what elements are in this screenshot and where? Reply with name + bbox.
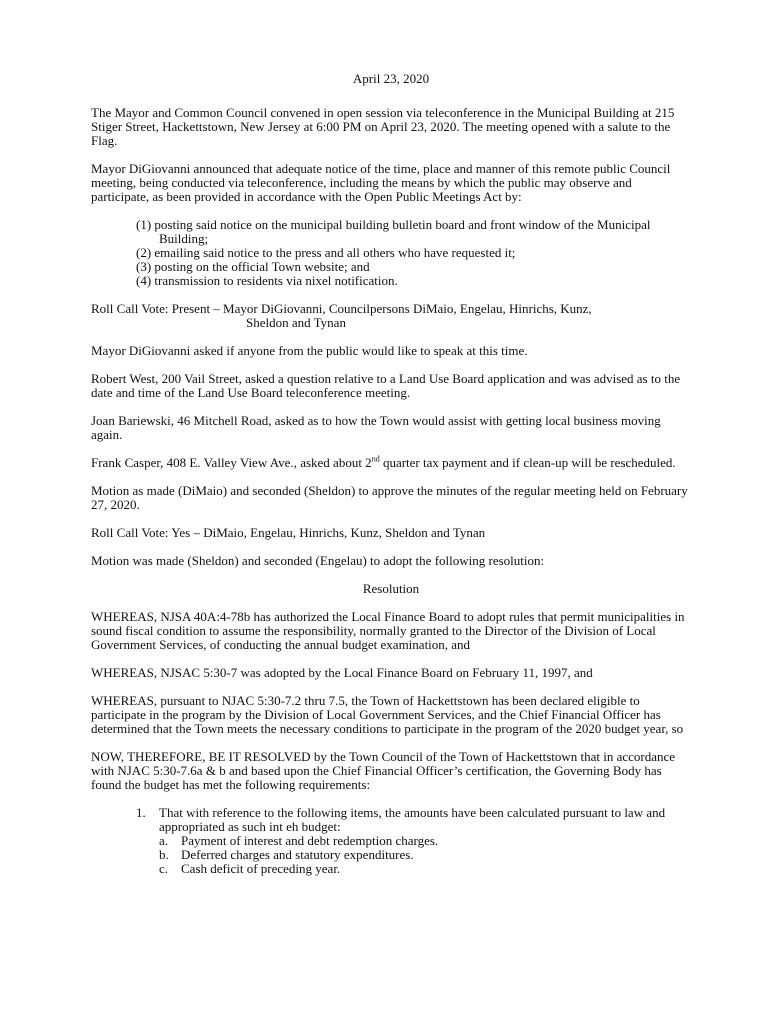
requirement-text: That with reference to the following items, the amounts have been calculated pursuant to law and appropriated as such int eh budget: (159, 805, 666, 834)
requirement-number: 1. (136, 805, 146, 820)
requirement-item-1 (91, 806, 691, 834)
comment-bariewski: Joan Bariewski, 46 Mitchell Road, asked as to how the Town would assist with getting local business moving again. (91, 413, 661, 442)
public-comment-call: Mayor DiGiovanni asked if anyone from the public would like to speak at this time. (91, 343, 528, 358)
motion-minutes: Motion as made (DiMaio) and seconded (Sheldon) to approve the minutes of the regular meeting held on February 27, 2020. (91, 483, 688, 512)
casper-text-start: Frank Casper, 408 E. Valley View Ave., asked about 2 (91, 455, 372, 470)
sub-item-text: Payment of interest and debt redemption charges. (181, 833, 439, 848)
roll-call-present-line2: Sheldon and Tynan (246, 315, 346, 330)
comment-west: Robert West, 200 Vail Street, asked a question relative to a Land Use Board application and was advised as to the date and time of the Land Use Board teleconference meeting. (91, 371, 681, 400)
sub-item (159, 848, 691, 862)
sub-item-text: Deferred charges and statutory expenditures. (181, 847, 414, 862)
sub-item-letter: b. (159, 847, 169, 862)
sub-item (159, 834, 691, 848)
whereas-clause-2: WHEREAS, NJSAC 5:30-7 was adopted by the Local Finance Board on February 11, 1997, and (91, 665, 593, 680)
whereas-clause-1: WHEREAS, NJSA 40A:4-78b has authorized the Local Finance Board to adopt rules that permit municipalities in sound fiscal condition to assume the responsibility, normally granted to the Director of the Division of Local Government Services, of conducting the annual budget examination, and (91, 609, 685, 652)
resolved-clause: NOW, THEREFORE, BE IT RESOLVED by the Town Council of the Town of Hackettstown that in accordance with NJAC 5:30-7.6a & b and based upon the Chief Financial Officer’s certification, the Governing Body has found the budget has met the following requirements: (91, 749, 676, 792)
notice-method-item: (4) transmission to residents via nixel notification. (136, 273, 398, 288)
notice-announcement: Mayor DiGiovanni announced that adequate notice of the time, place and manner of this remote public Council meeting, being conducted via teleconference, including the means by which the public may observe and participate, as been provided in accordance with the Open Public Meetings Act by: (91, 161, 671, 204)
roll-call-present-line1: Roll Call Vote: Present – Mayor DiGiovanni, Councilpersons DiMaio, Engelau, Hinrichs, Kunz, (91, 301, 592, 316)
sub-item-letter: c. (159, 861, 169, 876)
opening-paragraph: The Mayor and Common Council convened in open session via teleconference in the Municipal Building at 215 Stiger Street, Hackettstown, New Jersey at 6:00 PM on April 23, 2020. The meeting opened with a salute to the Flag. (91, 105, 675, 148)
roll-call-present (91, 302, 691, 330)
notice-method-item: (3) posting on the official Town website; and (136, 259, 370, 274)
casper-text-end: quarter tax payment and if clean-up will be rescheduled. (379, 455, 676, 470)
sub-item-text: Cash deficit of preceding year. (181, 861, 341, 876)
notice-method-item: (2) emailing said notice to the press and all others who have requested it; (136, 245, 516, 260)
whereas-clause-3: WHEREAS, pursuant to NJAC 5:30-7.2 thru 7.5, the Town of Hackettstown has been declared eligible to participate in the program by the Division of Local Government Services, and the Chief Financial Officer has determined that the Town meets the necessary conditions to participate in the program of the 2020 budget year, so (91, 693, 684, 736)
meeting-date: April 23, 2020 (352, 71, 430, 86)
ordinal-superscript: nd (371, 454, 380, 464)
sub-item-letter: a. (159, 833, 169, 848)
notice-method-item: (1) posting said notice on the municipal building bulletin board and front window of the Municipal Building; (136, 217, 651, 246)
requirement-sub-list (91, 834, 691, 876)
sub-item (159, 862, 691, 876)
document-page (91, 72, 691, 876)
roll-call-yes: Roll Call Vote: Yes – DiMaio, Engelau, Hinrichs, Kunz, Sheldon and Tynan (91, 525, 486, 540)
motion-resolution: Motion was made (Sheldon) and seconded (Engelau) to adopt the following resolution: (91, 553, 545, 568)
comment-casper (91, 456, 691, 470)
notice-method-list (91, 218, 691, 288)
resolution-heading: Resolution (362, 581, 420, 596)
